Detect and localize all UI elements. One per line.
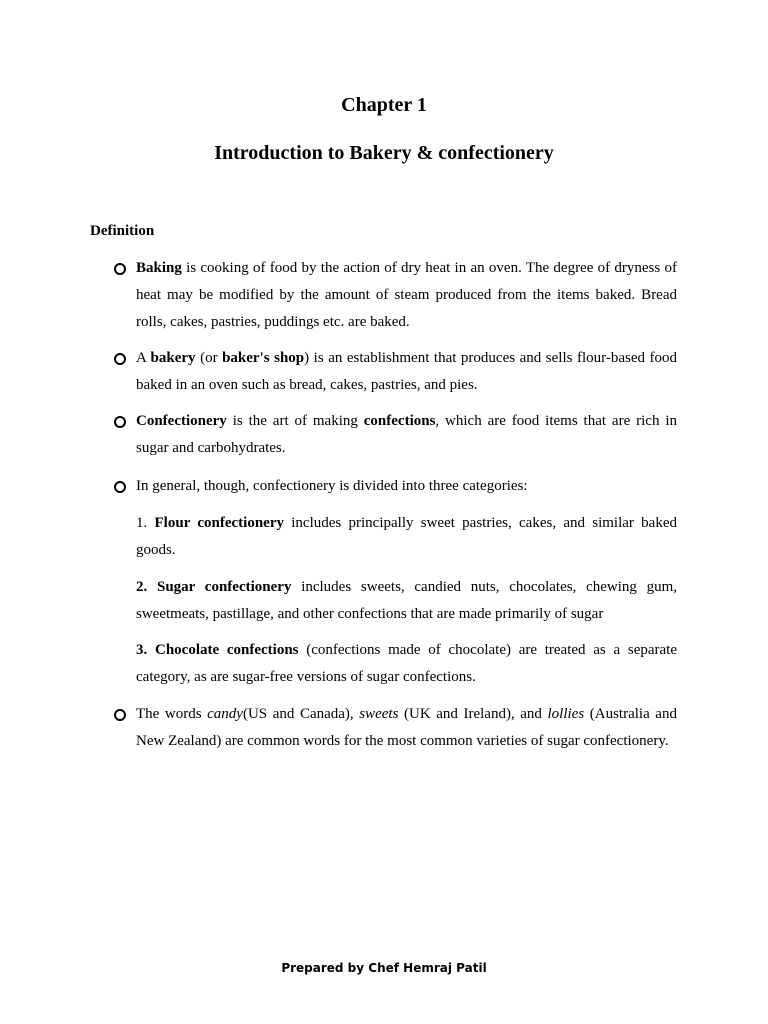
bakery-mid: (or bbox=[195, 350, 223, 366]
baking-definition: is cooking of food by the action of dry heat in an oven. The degree of dryness of heat may be modified by the amount of steam produced from the items baked. Bread rolls, cakes, pastries, puddings etc. are baked. bbox=[136, 260, 677, 330]
category-number: 2. bbox=[136, 579, 157, 595]
chapter-title: Introduction to Bakery & confectionery bbox=[214, 142, 554, 164]
bullet-words bbox=[136, 701, 677, 755]
term-bakers-shop: baker's shop bbox=[222, 350, 305, 366]
section-heading-definition: Definition bbox=[90, 223, 155, 239]
term-chocolate-confections: Chocolate confections bbox=[154, 642, 299, 658]
category-sugar bbox=[136, 574, 677, 628]
category-number: 1. bbox=[136, 515, 155, 531]
page-footer: Prepared by Chef Hemraj Patil bbox=[281, 961, 487, 975]
term-confectionery: Confectionery bbox=[136, 413, 227, 429]
circle-bullet-icon bbox=[114, 353, 126, 365]
circle-bullet-icon bbox=[114, 709, 126, 721]
words-mid-2: (UK and Ireland), and bbox=[398, 706, 548, 722]
category-flour bbox=[136, 510, 677, 564]
term-confections: confections bbox=[363, 413, 436, 429]
term-sugar-confectionery: Sugar confectionery bbox=[157, 579, 292, 595]
category-chocolate bbox=[136, 637, 677, 691]
term-baking: Baking bbox=[136, 260, 182, 276]
word-sweets: sweets bbox=[359, 706, 399, 722]
bullet-confectionery bbox=[136, 408, 677, 462]
flour-definition: includes principally sweet pastries, cakes, and similar baked goods. bbox=[136, 515, 677, 558]
bakery-definition: ) is an establishment that produces and sells flour-based food baked in an oven such as bread, cakes, pastries, and pies. bbox=[136, 350, 678, 393]
categories-intro: In general, though, confectionery is divided into three categories: bbox=[136, 478, 528, 494]
bullet-bakery bbox=[136, 345, 677, 399]
confectionery-definition: , which are food items that are rich in sugar and carbohydrates. bbox=[136, 413, 677, 456]
circle-bullet-icon bbox=[114, 263, 126, 275]
circle-bullet-icon bbox=[114, 481, 126, 493]
bakery-prefix: A bbox=[136, 350, 151, 366]
word-candy: candy bbox=[207, 706, 243, 722]
bullet-baking bbox=[136, 255, 677, 336]
confectionery-mid: is the art of making bbox=[226, 413, 364, 429]
words-prefix: The words bbox=[136, 706, 208, 722]
category-number: 3. bbox=[136, 642, 155, 658]
circle-bullet-icon bbox=[114, 416, 126, 428]
word-lollies: lollies bbox=[547, 706, 585, 722]
sugar-definition: includes sweets, candied nuts, chocolates, chewing gum, sweetmeats, pastillage, and other confections that are made primarily of sugar bbox=[136, 579, 678, 622]
chapter-number: Chapter 1 bbox=[341, 94, 427, 116]
bullet-categories bbox=[136, 473, 677, 500]
term-flour-confectionery: Flour confectionery bbox=[154, 515, 284, 531]
words-mid-1: (US and Canada), bbox=[242, 706, 360, 722]
chocolate-definition: (confections made of chocolate) are treated as a separate category, as are sugar-free versions of sugar confections. bbox=[136, 642, 677, 685]
term-bakery: bakery bbox=[150, 350, 196, 366]
words-definition: (Australia and New Zealand) are common words for the most common varieties of sugar confectionery. bbox=[136, 706, 677, 749]
